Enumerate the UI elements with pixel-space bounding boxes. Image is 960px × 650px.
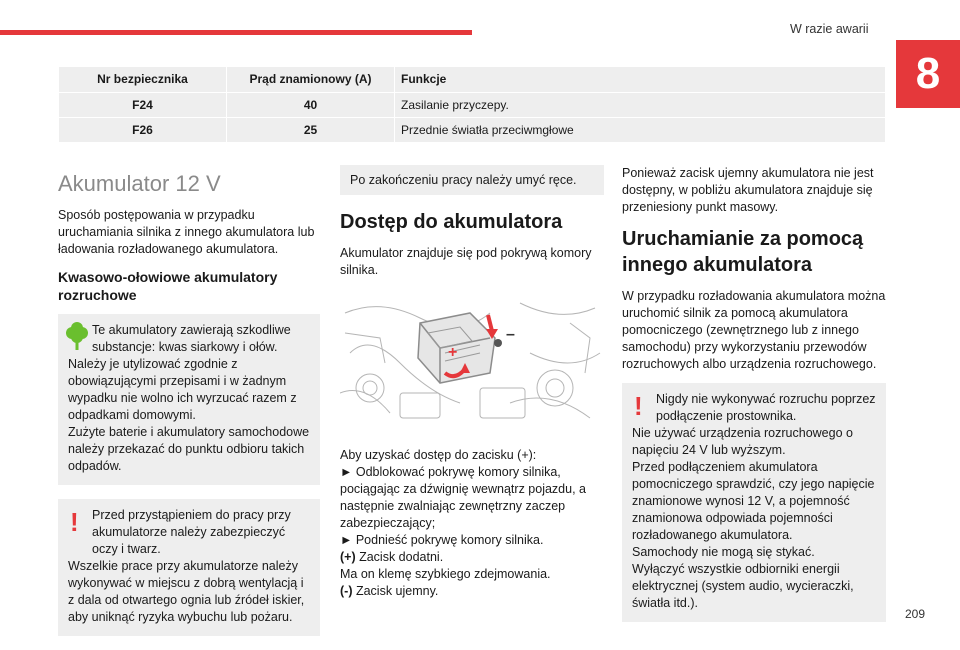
column-left [58,165,320,650]
subheading-lead-acid: Kwasowo-ołowiowe akumulatory rozruchowe [58,269,278,303]
fuse-function: Zasilanie przyczepy. [395,93,886,118]
minus-text: Zacisk ujemny. [352,584,439,598]
fuse-function: Przednie światła przeciwmgłowe [395,118,886,143]
warning-text: Nie używać urządzenia rozruchowego o napięciu 24 V lub wyższym. [632,426,853,457]
plus-label: (+) [340,550,356,564]
warning-box [58,499,320,636]
fuse-rating: 25 [227,118,395,143]
fuse-number: F26 [59,118,227,143]
column-right [622,165,886,636]
clamp-note: Ma on klemę szybkiego zdejmowania. [340,567,551,581]
chapter-number: 8 [896,40,960,108]
intro-paragraph: Sposób postępowania w przypadku uruchamiania silnika z innego akumulatora lub ładowania rozładowanego akumulatora. [58,208,315,256]
warning-text: Przed podłączeniem akumulatora pomocniczego sprawdzić, czy jego napięcie znamionowe wynosi 12 V, a pojemność znamionowa odpowiada pojemności rozładowanego akumulatora. [632,460,875,542]
column-header: Funkcje [395,67,886,93]
header-accent-bar [0,30,472,35]
plus-text: Zacisk dodatni. [355,550,444,564]
eco-notice-box [58,314,320,485]
step-lift: ► Podnieść pokrywę komory silnika. [340,533,544,547]
eco-notice-text: Zużyte baterie i akumulatory samochodowe należy przekazać do punktu odbioru takich odpadów. [68,425,310,473]
terminal-instructions [340,447,604,600]
table-row [59,93,886,118]
jump-start-paragraph: W przypadku rozładowania akumulatora można uruchomić silnik za pomocą akumulatora pomocniczego (zewnętrznego lub z innego samochodu) przy wykorzystaniu przewodów rozruchowych albo urządzenia rozruchowego. [622,289,886,371]
step-unlock: ► Odblokować pokrywę komory silnika, pociągając za dźwignię wewnątrz pojazdu, a następnie zwalniając zewnętrzny zaczep zabezpieczający; [340,465,586,530]
column-header: Prąd znamionowy (A) [227,67,395,93]
warning-box [622,383,886,622]
warning-text: Samochody nie mogą się stykać. [632,545,815,559]
steps-intro: Aby uzyskać dostęp do zacisku (+): [340,448,537,462]
note-box: Po zakończeniu pracy należy umyć ręce. [340,165,604,195]
ground-point-paragraph: Ponieważ zacisk ujemny akumulatora nie jest dostępny, w pobliżu akumulatora znajduje się przeniesiony punkt masowy. [622,166,874,214]
warning-first: Nigdy nie wykonywać rozruchu poprzez podłączenie prostownika. [656,392,876,423]
section-title: W razie awarii [790,22,869,36]
page-number: 209 [905,607,926,621]
fuse-number: F24 [59,93,227,118]
warning-first: Przed przystąpieniem do pracy przy akumulatorze należy zabezpieczyć oczy i twarz. [92,508,291,556]
warning-text: Wyłączyć wszystkie odbiorniki energii elektrycznej (system audio, wycieraczki, światła itd.). [632,562,854,610]
plus-terminal-line [340,549,604,566]
eco-notice-text: Należy je utylizować zgodnie z obowiązującymi przepisami i w żadnym wypadku nie wolno ich wyrzucać razem z odpadkami domowymi. [68,357,297,422]
photo-plus-label: + [448,344,458,361]
minus-label: (-) [340,584,353,598]
battery-photo [340,293,602,428]
section-heading-access: Dostęp do akumulatora [340,211,563,233]
eco-notice-first: Te akumulatory zawierają szkodliwe substancje: kwas siarkowy i ołów. [92,323,291,354]
fuse-rating: 40 [227,93,395,118]
tree-icon [64,322,90,352]
column-header: Nr bezpiecznika [59,67,227,93]
minus-terminal-line [340,583,604,600]
table-row [59,118,886,143]
section-heading-jump-start: Uruchamianie za pomocą innego akumulatora [622,228,864,276]
warning-icon: ! [70,507,79,537]
warning-icon: ! [634,391,643,421]
access-intro: Akumulator znajduje się pod pokrywą komory silnika. [340,246,592,277]
fuse-table [58,66,886,143]
column-middle [340,165,604,610]
photo-minus-label: – [506,326,515,343]
warning-text: Wszelkie prace przy akumulatorze należy wykonywać w miejscu z dobrą wentylacją i z dala od otwartego ognia lub źródeł iskier, aby uniknąć ryzyka wybuchu lub pożaru. [68,559,305,624]
section-heading-battery: Akumulator 12 V [58,171,221,196]
table-header-row [59,67,886,93]
